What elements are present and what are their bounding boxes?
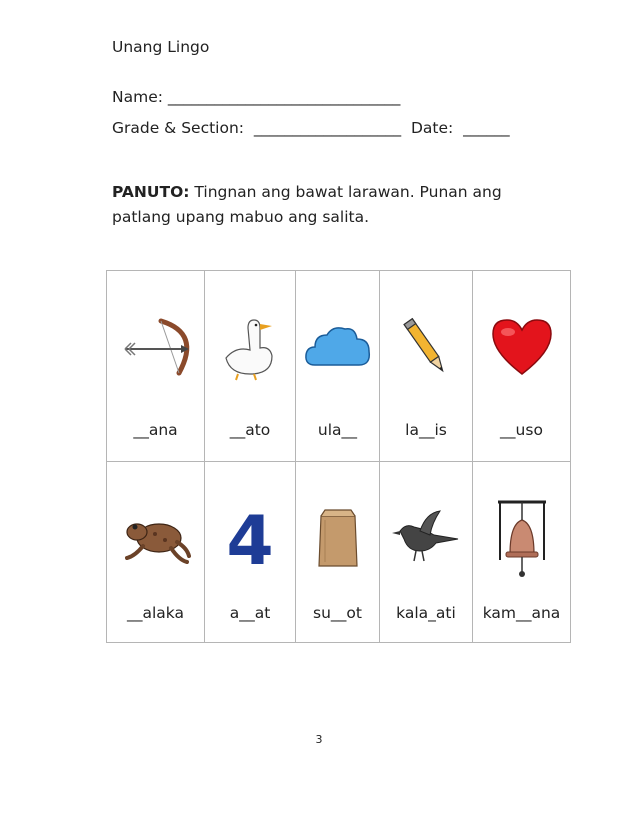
date-label: Date: bbox=[410, 119, 454, 137]
table-cell bbox=[107, 271, 205, 462]
heart-icon bbox=[489, 316, 555, 378]
table-cell bbox=[107, 462, 205, 643]
duck-icon bbox=[220, 312, 280, 382]
word-blank: kam__ana bbox=[482, 604, 561, 622]
word-blank: a__at bbox=[229, 604, 271, 622]
table-cell bbox=[380, 271, 473, 462]
table-cell bbox=[380, 462, 473, 643]
word-blank: su__ot bbox=[313, 604, 362, 622]
word-blank: __ato bbox=[229, 421, 271, 439]
week-title: Unang Lingo bbox=[112, 38, 210, 56]
page-number: 3 bbox=[315, 733, 323, 746]
bow-and-arrow-icon bbox=[119, 315, 193, 379]
word-blank: la__is bbox=[405, 421, 447, 439]
paper-bag-icon bbox=[315, 506, 361, 570]
table-row bbox=[107, 271, 571, 462]
bell-icon bbox=[492, 498, 552, 578]
word-blank: __ana bbox=[133, 421, 178, 439]
instructions-text: Tingnan ang bawat larawan. Punan ang patlang upang mabuo ang salita. bbox=[112, 183, 502, 226]
frog-icon bbox=[121, 508, 191, 568]
table-cell bbox=[473, 271, 571, 462]
number-four-icon bbox=[226, 506, 274, 570]
grade-blank: ___________________ bbox=[253, 119, 402, 137]
table-cell bbox=[205, 462, 296, 643]
table-cell bbox=[296, 271, 380, 462]
table-cell bbox=[205, 271, 296, 462]
word-blank: ula__ bbox=[317, 421, 358, 439]
cloud-icon bbox=[303, 323, 373, 371]
word-blank: __uso bbox=[500, 421, 543, 439]
instructions bbox=[112, 180, 542, 230]
word-blank: __alaka bbox=[126, 604, 184, 622]
name-blank: ______________________________ bbox=[167, 88, 401, 106]
date-blank: ______ bbox=[463, 119, 510, 137]
word-blank: kala_ati bbox=[396, 604, 456, 622]
svg-text:4: 4 bbox=[226, 506, 274, 570]
grade-label: Grade & Section: bbox=[112, 119, 245, 137]
table-cell bbox=[296, 462, 380, 643]
instructions-label: PANUTO: bbox=[112, 183, 190, 201]
pencil-icon bbox=[401, 312, 451, 382]
table-cell bbox=[473, 462, 571, 643]
name-label: Name: bbox=[112, 88, 163, 106]
grade-date-field bbox=[112, 119, 510, 137]
bird-icon bbox=[390, 509, 462, 567]
name-field bbox=[112, 88, 400, 106]
table-row bbox=[107, 462, 571, 643]
picture-word-table bbox=[106, 270, 571, 643]
